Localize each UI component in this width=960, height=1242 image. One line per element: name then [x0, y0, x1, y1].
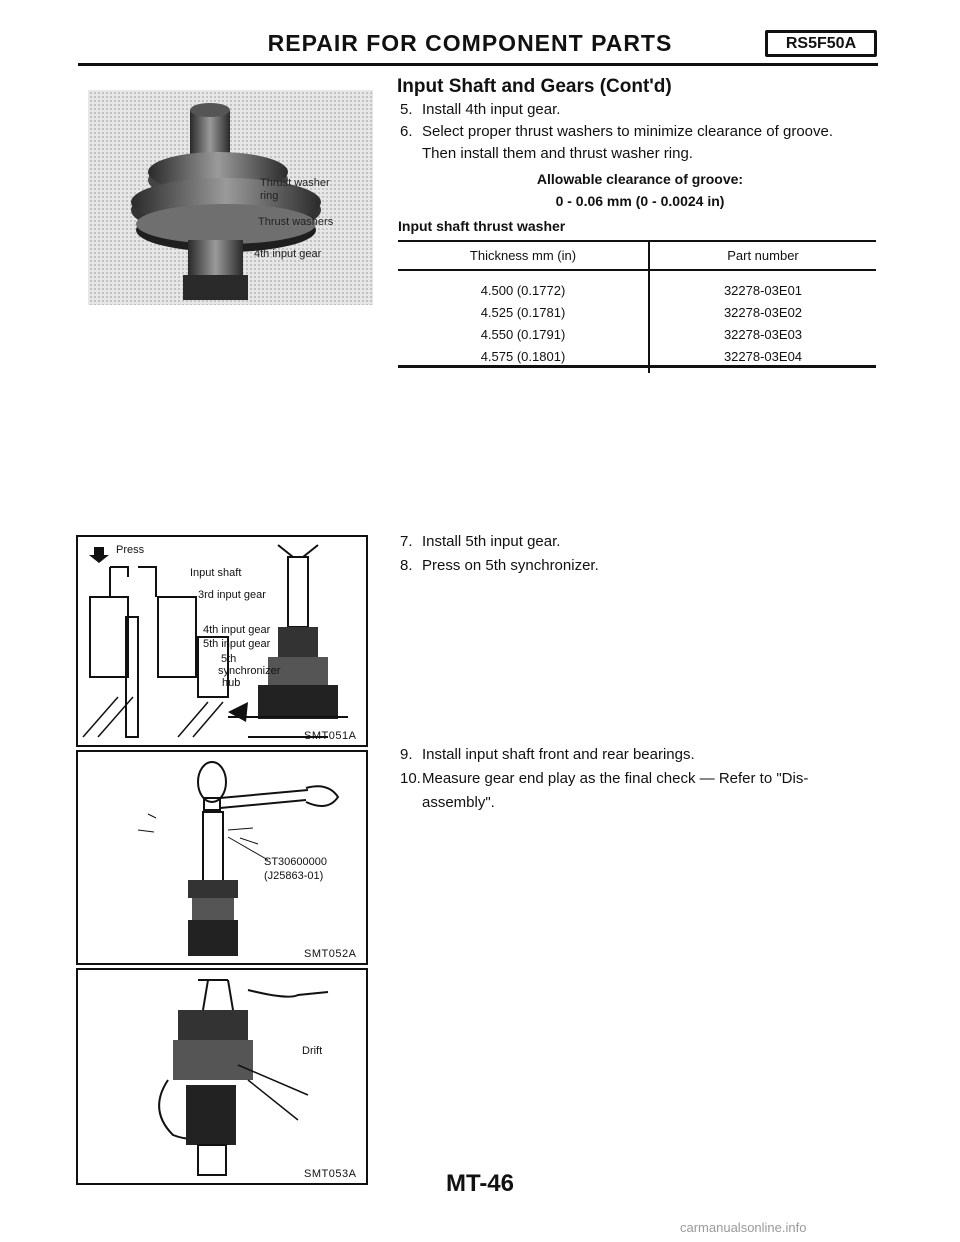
callout-tool-number: ST30600000: [264, 856, 327, 868]
table-cell-part-number: 32278-03E01: [723, 283, 803, 298]
column-header-thickness: Thickness mm (in): [398, 241, 649, 270]
watermark-text: carmanualsonline.info: [680, 1220, 807, 1235]
table-bottom-rule: [398, 365, 876, 368]
step-text: Install 5th input gear.: [422, 533, 561, 550]
header-rule: [78, 63, 878, 66]
callout-4th-input-gear: 4th input gear: [203, 624, 271, 636]
step-9: [400, 745, 880, 765]
steps-block-a: [400, 100, 880, 212]
callout-press: Press: [116, 544, 145, 556]
table-cell-part-number: 32278-03E03: [723, 327, 803, 342]
table-row: [398, 270, 876, 302]
step-text: Install input shaft front and rear bearings.: [422, 746, 695, 763]
thrust-washer-table: [398, 240, 876, 373]
table-cell-thickness: 4.525 (0.1781): [398, 302, 649, 324]
step-text: Select proper thrust washers to minimize clearance of groove.: [422, 123, 834, 140]
steps-block-b: [400, 532, 880, 576]
figure-press-synchronizer: [76, 535, 368, 747]
callout-3rd-input-gear: 3rd input gear: [198, 589, 266, 601]
step-text: Press on 5th synchronizer.: [422, 557, 599, 574]
callout-input-shaft: Input shaft: [190, 567, 242, 579]
callout-4th-input-gear: 4th input gear: [254, 248, 322, 260]
step-10: [400, 769, 880, 789]
spec-label: Allowable clearance of groove:: [536, 171, 744, 187]
table-row: [398, 302, 876, 324]
step-6: [400, 122, 880, 142]
step-text: Install 4th input gear.: [422, 101, 561, 118]
gear-photo-illustration: [78, 80, 378, 310]
table-cell-part-number: 32278-03E02: [723, 305, 803, 320]
figure-code: SMT052A: [304, 948, 357, 960]
callout-5th-input-gear: 5th input gear: [203, 638, 271, 650]
step-number: 8.: [400, 557, 413, 574]
step-8: [400, 556, 880, 576]
step-5: [400, 100, 880, 120]
callout-thrust-washers: Thrust washers: [258, 216, 334, 228]
model-code-badge: [765, 30, 877, 57]
step-text: Measure gear end play as the final check — Refer to "Dis-: [422, 770, 809, 787]
step-number: 10.: [400, 770, 421, 787]
column-header-part-number: Part number: [649, 241, 876, 270]
callout-hub: hub: [222, 677, 241, 689]
drift-diagram: [78, 970, 366, 1183]
figure-drift: [76, 968, 368, 1185]
figure-code: SMT051A: [304, 730, 357, 742]
table-row: [398, 346, 876, 373]
table-header-row: [398, 241, 876, 270]
page-number: MT-46: [445, 1170, 514, 1197]
callout-drift: Drift: [302, 1045, 323, 1057]
model-code-text: RS5F50A: [785, 35, 857, 52]
step-7: [400, 532, 880, 552]
table-cell-thickness: 4.500 (0.1772): [398, 270, 649, 302]
callout-5th: 5th: [221, 653, 237, 665]
step-number: 5.: [400, 101, 413, 118]
steps-block-c: [400, 745, 880, 813]
step-number: 7.: [400, 533, 413, 550]
callout-synchronizer: synchronizer: [218, 665, 281, 677]
step-6-continuation: Then install them and thrust washer ring.: [422, 145, 693, 162]
section-title: Input Shaft and Gears (Cont'd): [397, 76, 672, 97]
header-title-text: REPAIR FOR COMPONENT PARTS: [267, 30, 673, 56]
spec-value: 0 - 0.06 mm (0 - 0.0024 in): [555, 193, 725, 209]
figure-code: SMT053A: [304, 1168, 357, 1180]
step-10-continuation: assembly".: [422, 794, 495, 811]
figure-hammer-tool: [76, 750, 368, 965]
table-row: [398, 324, 876, 346]
callout-thrust-washer: Thrust washer: [260, 177, 330, 189]
step-number: 6.: [400, 123, 413, 140]
table-caption: Input shaft thrust washer: [398, 218, 566, 234]
callout-ring: ring: [260, 190, 279, 202]
figure-photo-thrust-washers: [78, 80, 378, 310]
callout-tool-alt-number: (J25863-01): [264, 870, 324, 882]
table-cell-part-number: 32278-03E04: [723, 349, 803, 364]
table-cell-thickness: 4.550 (0.1791): [398, 324, 649, 346]
table-cell-thickness: 4.575 (0.1801): [398, 346, 649, 373]
step-number: 9.: [400, 746, 413, 763]
